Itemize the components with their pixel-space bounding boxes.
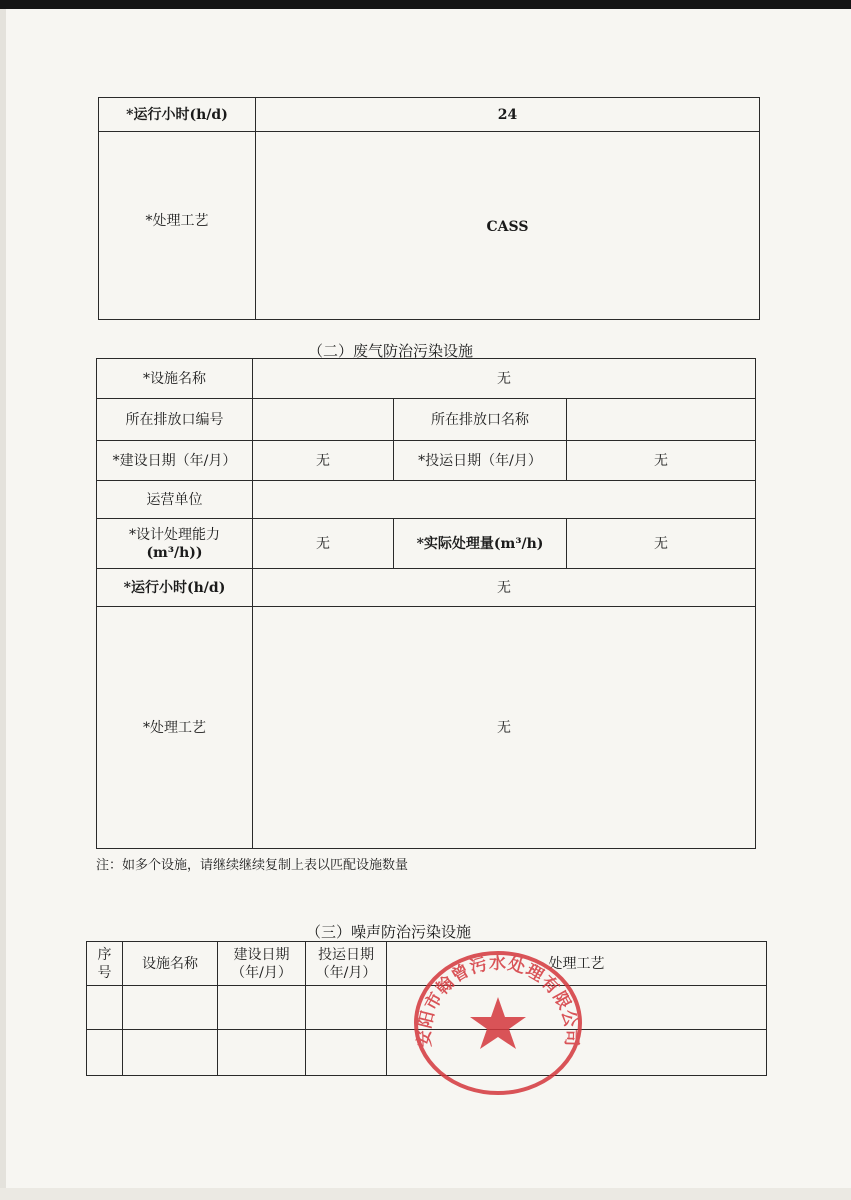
outlet-no-value <box>253 399 394 441</box>
table-row <box>97 569 756 607</box>
operate-date-label: *投运日期（年/月） <box>394 441 567 481</box>
gas-hours-value: 无 <box>253 569 756 607</box>
header-operate-date <box>306 942 387 986</box>
header-build-line-2: （年/月） <box>231 964 292 981</box>
operator-label: 运营单位 <box>97 481 253 519</box>
table-row <box>97 359 756 399</box>
header-index-line-1: 序 <box>97 946 112 963</box>
exhaust-section-title: （二）废气防治污染设施 <box>308 342 474 360</box>
table-row <box>87 942 767 986</box>
table-row <box>97 399 756 441</box>
row-2-process <box>387 1030 767 1076</box>
row-1-name <box>123 986 218 1030</box>
actual-value: 无 <box>567 519 756 569</box>
table-row <box>87 986 767 1030</box>
row-2-index <box>87 1030 123 1076</box>
capacity-value: 无 <box>253 519 394 569</box>
table-row <box>87 1030 767 1076</box>
process-label: *处理工艺 <box>99 132 256 320</box>
actual-label: *实际处理量(m³/h) <box>394 519 567 569</box>
header-build-line-1: 建设日期 <box>233 946 290 963</box>
operator-value <box>253 481 756 519</box>
table-row <box>97 519 756 569</box>
header-operate-line-2: （年/月） <box>315 964 377 981</box>
gas-process-label: *处理工艺 <box>97 607 253 849</box>
outlet-name-label: 所在排放口名称 <box>394 399 567 441</box>
scan-left-edge <box>0 9 6 1200</box>
capacity-label-line-1: *设计处理能力 <box>129 526 220 543</box>
hours-value: 24 <box>256 98 760 132</box>
header-operate-line-1: 投运日期 <box>318 946 374 963</box>
row-2-build <box>218 1030 306 1076</box>
seal-text-path: 安阳市翰曾污水处理有限公司 <box>414 953 582 1048</box>
gas-process-value: 无 <box>253 607 756 849</box>
header-build-date <box>218 942 306 986</box>
build-date-label: *建设日期（年/月） <box>97 441 253 481</box>
table-row <box>99 98 760 132</box>
scan-top-edge <box>0 0 851 9</box>
capacity-label <box>97 519 253 569</box>
facility-name-label: *设施名称 <box>97 359 253 399</box>
capacity-label-line-2: (m³/h)) <box>146 544 203 561</box>
outlet-name-value <box>567 399 756 441</box>
build-date-value: 无 <box>253 441 394 481</box>
hours-label: *运行小时(h/d) <box>99 98 256 132</box>
header-process: 处理工艺 <box>387 942 767 986</box>
facility-name-value: 无 <box>253 359 756 399</box>
row-1-process <box>387 986 767 1030</box>
header-name: 设施名称 <box>123 942 218 986</box>
row-2-name <box>123 1030 218 1076</box>
noise-table <box>86 941 767 1076</box>
row-1-operate <box>306 986 387 1030</box>
outlet-no-label: 所在排放口编号 <box>97 399 253 441</box>
row-1-index <box>87 986 123 1030</box>
header-index <box>87 942 123 986</box>
table-row <box>99 132 760 320</box>
note-text: 注：如多个设施，请继续继续复制上表以匹配设施数量 <box>96 858 409 873</box>
row-2-operate <box>306 1030 387 1076</box>
gas-hours-label: *运行小时(h/d) <box>97 569 253 607</box>
row-1-build <box>218 986 306 1030</box>
table-row <box>97 607 756 849</box>
process-value: CASS <box>256 132 760 320</box>
exhaust-table <box>96 358 756 849</box>
table-row <box>97 441 756 481</box>
scan-bottom-edge <box>0 1188 851 1200</box>
table-row <box>97 481 756 519</box>
header-index-line-2: 号 <box>97 964 112 981</box>
wastewater-table <box>98 97 760 320</box>
operate-date-value: 无 <box>567 441 756 481</box>
noise-section-title: （三）噪声防治污染设施 <box>306 923 472 941</box>
